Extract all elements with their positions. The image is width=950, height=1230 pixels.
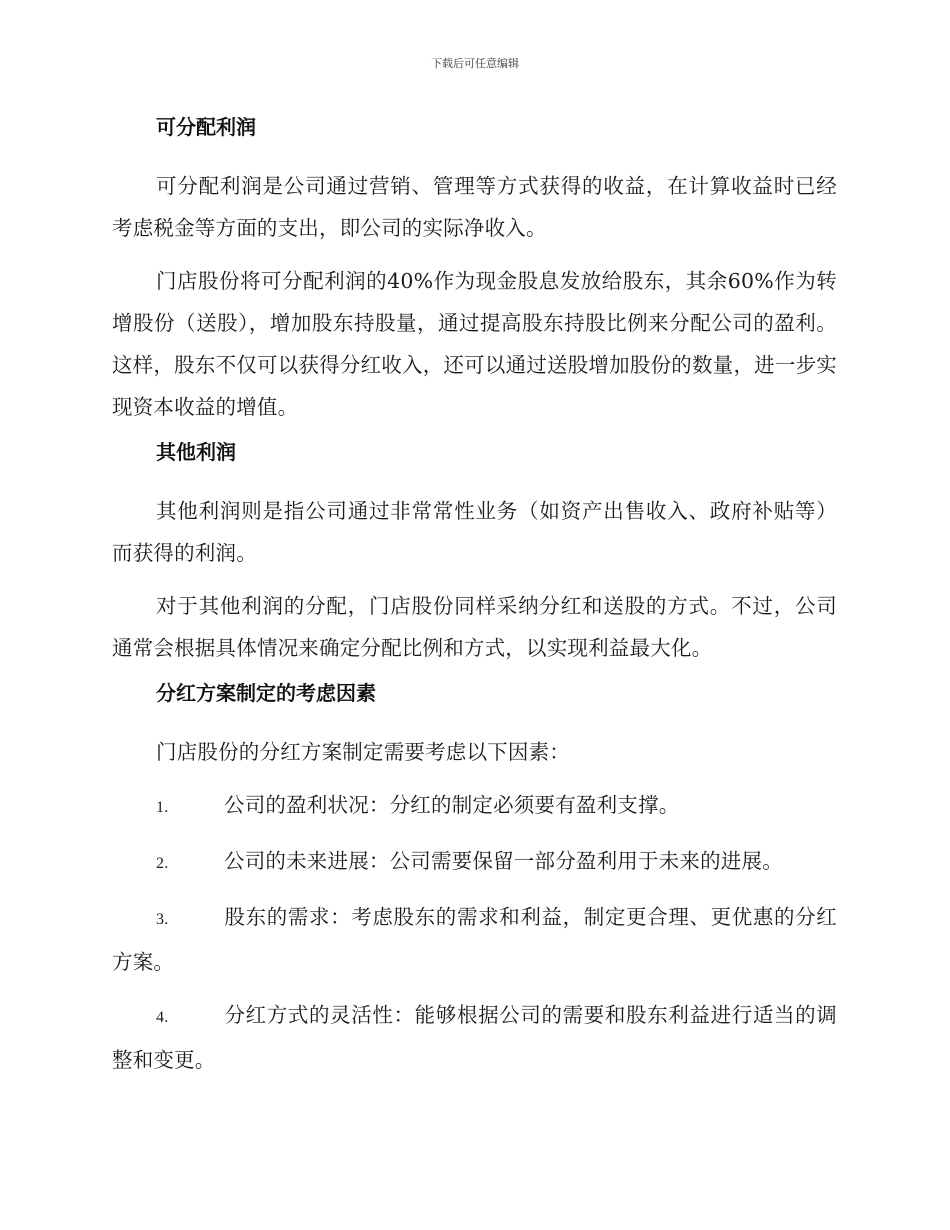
paragraph-distributable-allocation: 门店股份将可分配利润的40%作为现金股息发放给股东，其余60%作为转增股份（送股），增加股东持股量，通过提高股东持股比例来分配公司的盈利。这样，股东不仅可以获得分红收入，还可以通过送股增加股份的数量，进一步实现资本收益的增值。 xyxy=(112,269,837,419)
list-item-number: 3. xyxy=(156,911,169,928)
list-item xyxy=(112,994,837,1081)
section-heading-distributable-profit: 可分配利润 xyxy=(156,115,256,139)
list-item-text: 分红方式的灵活性：能够根据公司的需要和股东利益进行适当的调整和变更。 xyxy=(112,1003,837,1072)
document-body xyxy=(112,112,837,1092)
section-heading-other-profit: 其他利润 xyxy=(156,440,236,464)
paragraph-other-allocation: 对于其他利润的分配，门店股份同样采纳分红和送股的方式。不过，公司通常会根据具体情况来确定分配比例和方式，以实现利益最大化。 xyxy=(112,594,837,660)
list-item-number: 2. xyxy=(156,855,169,872)
list-item-text: 公司的盈利状况：分红的制定必须要有盈利支撑。 xyxy=(224,793,680,817)
section-heading-factors: 分红方案制定的考虑因素 xyxy=(156,681,376,705)
list-item xyxy=(112,840,837,885)
paragraph-distributable-definition: 可分配利润是公司通过营销、管理等方式获得的收益，在计算收益时已经考虑税金等方面的支出，即公司的实际净收入。 xyxy=(112,174,837,240)
paragraph-factors-intro: 门店股份的分红方案制定需要考虑以下因素： xyxy=(156,740,570,764)
paragraph-other-definition: 其他利润则是指公司通过非常常性业务（如资产出售收入、政府补贴等）而获得的利润。 xyxy=(112,499,837,565)
list-item-text: 公司的未来进展：公司需要保留一部分盈利用于未来的进展。 xyxy=(224,849,783,873)
list-item xyxy=(112,896,837,983)
list-item-number: 1. xyxy=(156,799,169,816)
list-item xyxy=(112,784,837,829)
page-header-note: 下载后可任意编辑 xyxy=(431,57,519,70)
list-item-number: 4. xyxy=(156,1009,169,1026)
list-item-text: 股东的需求：考虑股东的需求和利益，制定更合理、更优惠的分红方案。 xyxy=(112,905,837,974)
